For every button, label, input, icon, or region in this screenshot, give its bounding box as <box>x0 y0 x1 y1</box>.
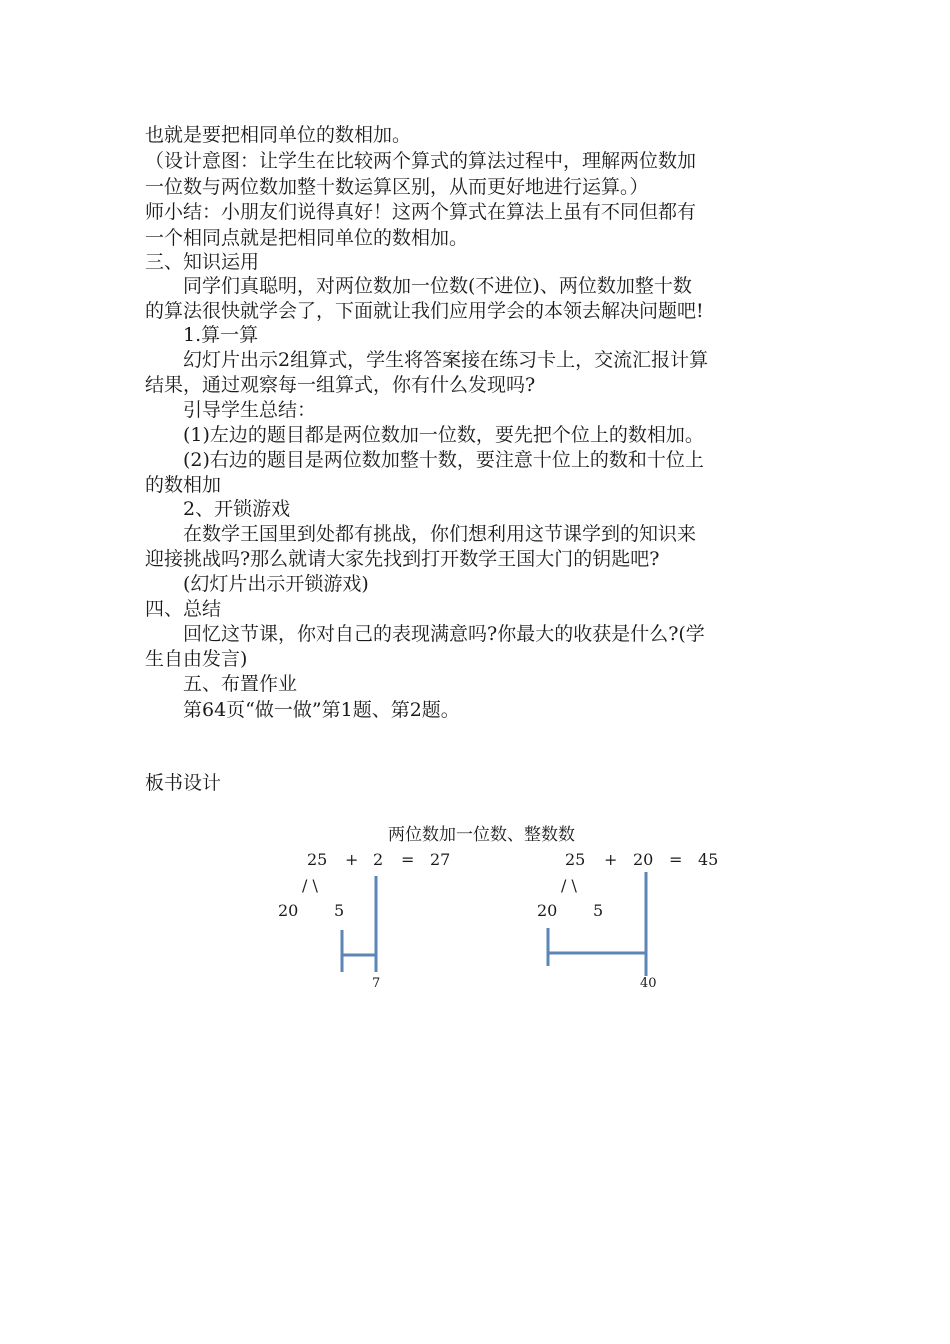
right-equals-sign: = <box>669 850 683 869</box>
text-line: 的数相加 <box>145 474 222 496</box>
text-line: 幻灯片出示2组算式，学生将答案接在练习卡上，交流汇报计算 <box>183 349 709 371</box>
left-ones: 5 <box>334 901 345 920</box>
left-partial-sum: 7 <box>372 976 381 991</box>
text-line: 的算法很快就学会了，下面就让我们应用学会的本领去解决问题吧! <box>145 300 704 322</box>
text-line: 同学们真聪明，对两位数加一位数(不进位)、两位数加整十数 <box>183 275 692 297</box>
text-line: 也就是要把相同单位的数相加。 <box>145 124 412 146</box>
subheading: 1.算一算 <box>183 324 259 346</box>
left-tens: 20 <box>278 901 299 920</box>
right-addend-a: 25 <box>565 850 586 869</box>
left-equals-sign: = <box>401 850 415 869</box>
text-line: 第64页“做一做”第1题、第2题。 <box>183 699 460 721</box>
text-line: （设计意图：让学生在比较两个算式的算法过程中，理解两位数加 <box>145 150 697 172</box>
text-line: (1)左边的题目都是两位数加一位数，要先把个位上的数相加。 <box>183 424 704 446</box>
right-result: 45 <box>698 850 719 869</box>
board-title: 两位数加一位数、整数数 <box>388 825 575 845</box>
section-heading: 三、知识运用 <box>145 251 260 273</box>
right-split-marks: / \ <box>561 876 577 895</box>
left-addend-a: 25 <box>307 850 328 869</box>
right-addend-b: 20 <box>633 850 654 869</box>
right-ones: 5 <box>593 901 604 920</box>
section-heading: 五、布置作业 <box>183 673 298 695</box>
text-line: 一个相同点就是把相同单位的数相加。 <box>145 227 469 249</box>
text-line: 师小结：小朋友们说得真好！这两个算式在算法上虽有不同但都有 <box>145 201 697 223</box>
board-design-heading: 板书设计 <box>145 772 222 794</box>
right-partial-sum: 40 <box>640 976 657 991</box>
text-line: 生自由发言) <box>145 648 248 670</box>
text-line: 回忆这节课，你对自己的表现满意吗?你最大的收获是什么?(学 <box>183 623 705 645</box>
text-line: (2)右边的题目是两位数加整十数，要注意十位上的数和十位上 <box>183 449 704 471</box>
text-line: 一位数与两位数加整十数运算区别，从而更好地进行运算。） <box>145 176 649 198</box>
text-line: 在数学王国里到处都有挑战，你们想利用这节课学到的知识来 <box>183 523 697 545</box>
right-tens: 20 <box>537 901 558 920</box>
left-split-marks: / \ <box>302 876 318 895</box>
text-line: 结果，通过观察每一组算式，你有什么发现吗? <box>145 374 536 396</box>
left-plus-sign: + <box>345 850 359 869</box>
text-line: 引导学生总结： <box>183 399 317 421</box>
left-addend-b: 2 <box>373 850 384 869</box>
left-result: 27 <box>430 850 451 869</box>
right-plus-sign: + <box>604 850 618 869</box>
text-line: 迎接挑战吗?那么就请大家先找到打开数学王国大门的钥匙吧? <box>145 548 660 570</box>
subheading: 2、开锁游戏 <box>183 498 291 520</box>
text-line: (幻灯片出示开锁游戏) <box>183 573 369 595</box>
section-heading: 四、总结 <box>145 598 222 620</box>
